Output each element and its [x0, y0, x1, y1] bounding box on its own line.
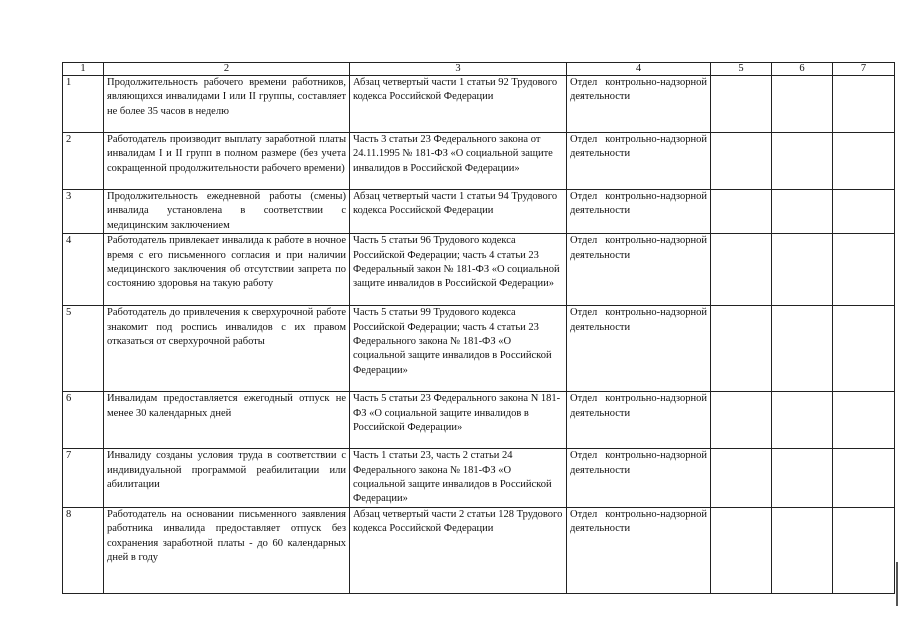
row-number: 4 — [63, 234, 104, 306]
legal-reference-cell: Часть 5 статьи 96 Трудового кодекса Российской Федерации; часть 4 статьи 23 Федеральный закон № 181-ФЗ «О социальной защите инвалидов в Российской Федерации» — [350, 234, 567, 306]
empty-cell-5 — [711, 234, 772, 306]
empty-cell-5 — [711, 449, 772, 508]
column-header-7: 7 — [833, 63, 895, 76]
empty-cell-5 — [711, 392, 772, 449]
department-cell: Отдел контрольно-надзорной деятельности — [567, 234, 711, 306]
requirement-cell: Инвалидам предоставляется ежегодный отпуск не менее 30 календарных дней — [104, 392, 350, 449]
column-header-1: 1 — [63, 63, 104, 76]
table-row — [63, 76, 895, 133]
empty-cell-7 — [833, 190, 895, 234]
column-header-3: 3 — [350, 63, 567, 76]
department-cell: Отдел контрольно-надзорной деятельности — [567, 190, 711, 234]
requirement-cell: Продолжительность ежедневной работы (смены) инвалида установлена в соответствии с медицинским заключением — [104, 190, 350, 234]
legal-reference-cell: Часть 5 статьи 99 Трудового кодекса Российской Федерации; часть 4 статьи 23 Федерального закона № 181-ФЗ «О социальной защите инвалидов в Российской Федерации» — [350, 306, 567, 392]
empty-cell-6 — [772, 392, 833, 449]
empty-cell-5 — [711, 133, 772, 190]
empty-cell-6 — [772, 234, 833, 306]
column-header-6: 6 — [772, 63, 833, 76]
row-number: 1 — [63, 76, 104, 133]
legal-reference-cell: Абзац четвертый части 1 статьи 92 Трудового кодекса Российской Федерации — [350, 76, 567, 133]
empty-cell-7 — [833, 133, 895, 190]
requirement-cell: Работодатель на основании письменного заявления работника инвалида предоставляет отпуск без сохранения заработной платы - до 60 календарных дней в году — [104, 507, 350, 593]
department-cell: Отдел контрольно-надзорной деятельности — [567, 392, 711, 449]
department-cell: Отдел контрольно-надзорной деятельности — [567, 133, 711, 190]
empty-cell-7 — [833, 507, 895, 593]
requirement-cell: Работодатель привлекает инвалида к работе в ночное время с его письменного согласия и при наличии медицинского заключения об отсутствии запрета по состоянию здоровья на такую работу — [104, 234, 350, 306]
empty-cell-6 — [772, 190, 833, 234]
row-number: 3 — [63, 190, 104, 234]
row-number: 2 — [63, 133, 104, 190]
legal-reference-cell: Абзац четвертый части 1 статьи 94 Трудового кодекса Российской Федерации — [350, 190, 567, 234]
table-row — [63, 190, 895, 234]
empty-cell-5 — [711, 507, 772, 593]
empty-cell-6 — [772, 76, 833, 133]
legal-reference-cell: Часть 3 статьи 23 Федерального закона от 24.11.1995 № 181-ФЗ «О социальной защите инвалидов в Российской Федерации» — [350, 133, 567, 190]
legal-reference-cell: Часть 1 статьи 23, часть 2 статьи 24 Федерального закона № 181-ФЗ «О социальной защите инвалидов в Российской Федерации» — [350, 449, 567, 508]
requirement-cell: Инвалиду созданы условия труда в соответствии с индивидуальной программой реабилитации или абилитации — [104, 449, 350, 508]
empty-cell-6 — [772, 133, 833, 190]
empty-cell-6 — [772, 449, 833, 508]
empty-cell-5 — [711, 76, 772, 133]
row-number: 6 — [63, 392, 104, 449]
table-row — [63, 507, 895, 593]
table-row — [63, 392, 895, 449]
requirement-cell: Работодатель до привлечения к сверхурочной работе знакомит под роспись инвалидов с их правом отказаться от сверхурочной работы — [104, 306, 350, 392]
column-header-2: 2 — [104, 63, 350, 76]
department-cell: Отдел контрольно-надзорной деятельности — [567, 507, 711, 593]
row-number: 7 — [63, 449, 104, 508]
table-row — [63, 449, 895, 508]
empty-cell-7 — [833, 234, 895, 306]
table-row — [63, 306, 895, 392]
header-row — [63, 63, 895, 76]
column-header-5: 5 — [711, 63, 772, 76]
legal-reference-cell: Абзац четвертый части 2 статьи 128 Трудового кодекса Российской Федерации — [350, 507, 567, 593]
scan-edge-mark — [896, 562, 898, 606]
requirements-table — [62, 62, 895, 594]
row-number: 8 — [63, 507, 104, 593]
empty-cell-7 — [833, 392, 895, 449]
department-cell: Отдел контрольно-надзорной деятельности — [567, 306, 711, 392]
department-cell: Отдел контрольно-надзорной деятельности — [567, 449, 711, 508]
requirement-cell: Работодатель производит выплату заработной платы инвалидам I и II групп в полном размере (без учета сокращенной продолжительности рабочего времени) — [104, 133, 350, 190]
empty-cell-7 — [833, 76, 895, 133]
table-row — [63, 133, 895, 190]
table-row — [63, 234, 895, 306]
empty-cell-5 — [711, 306, 772, 392]
legal-reference-cell: Часть 5 статьи 23 Федерального закона N 181-ФЗ «О социальной защите инвалидов в Российской Федерации» — [350, 392, 567, 449]
empty-cell-6 — [772, 507, 833, 593]
empty-cell-7 — [833, 306, 895, 392]
column-header-4: 4 — [567, 63, 711, 76]
empty-cell-6 — [772, 306, 833, 392]
requirement-cell: Продолжительность рабочего времени работников, являющихся инвалидами I или II группы, составляет не более 35 часов в неделю — [104, 76, 350, 133]
row-number: 5 — [63, 306, 104, 392]
department-cell: Отдел контрольно-надзорной деятельности — [567, 76, 711, 133]
empty-cell-5 — [711, 190, 772, 234]
empty-cell-7 — [833, 449, 895, 508]
